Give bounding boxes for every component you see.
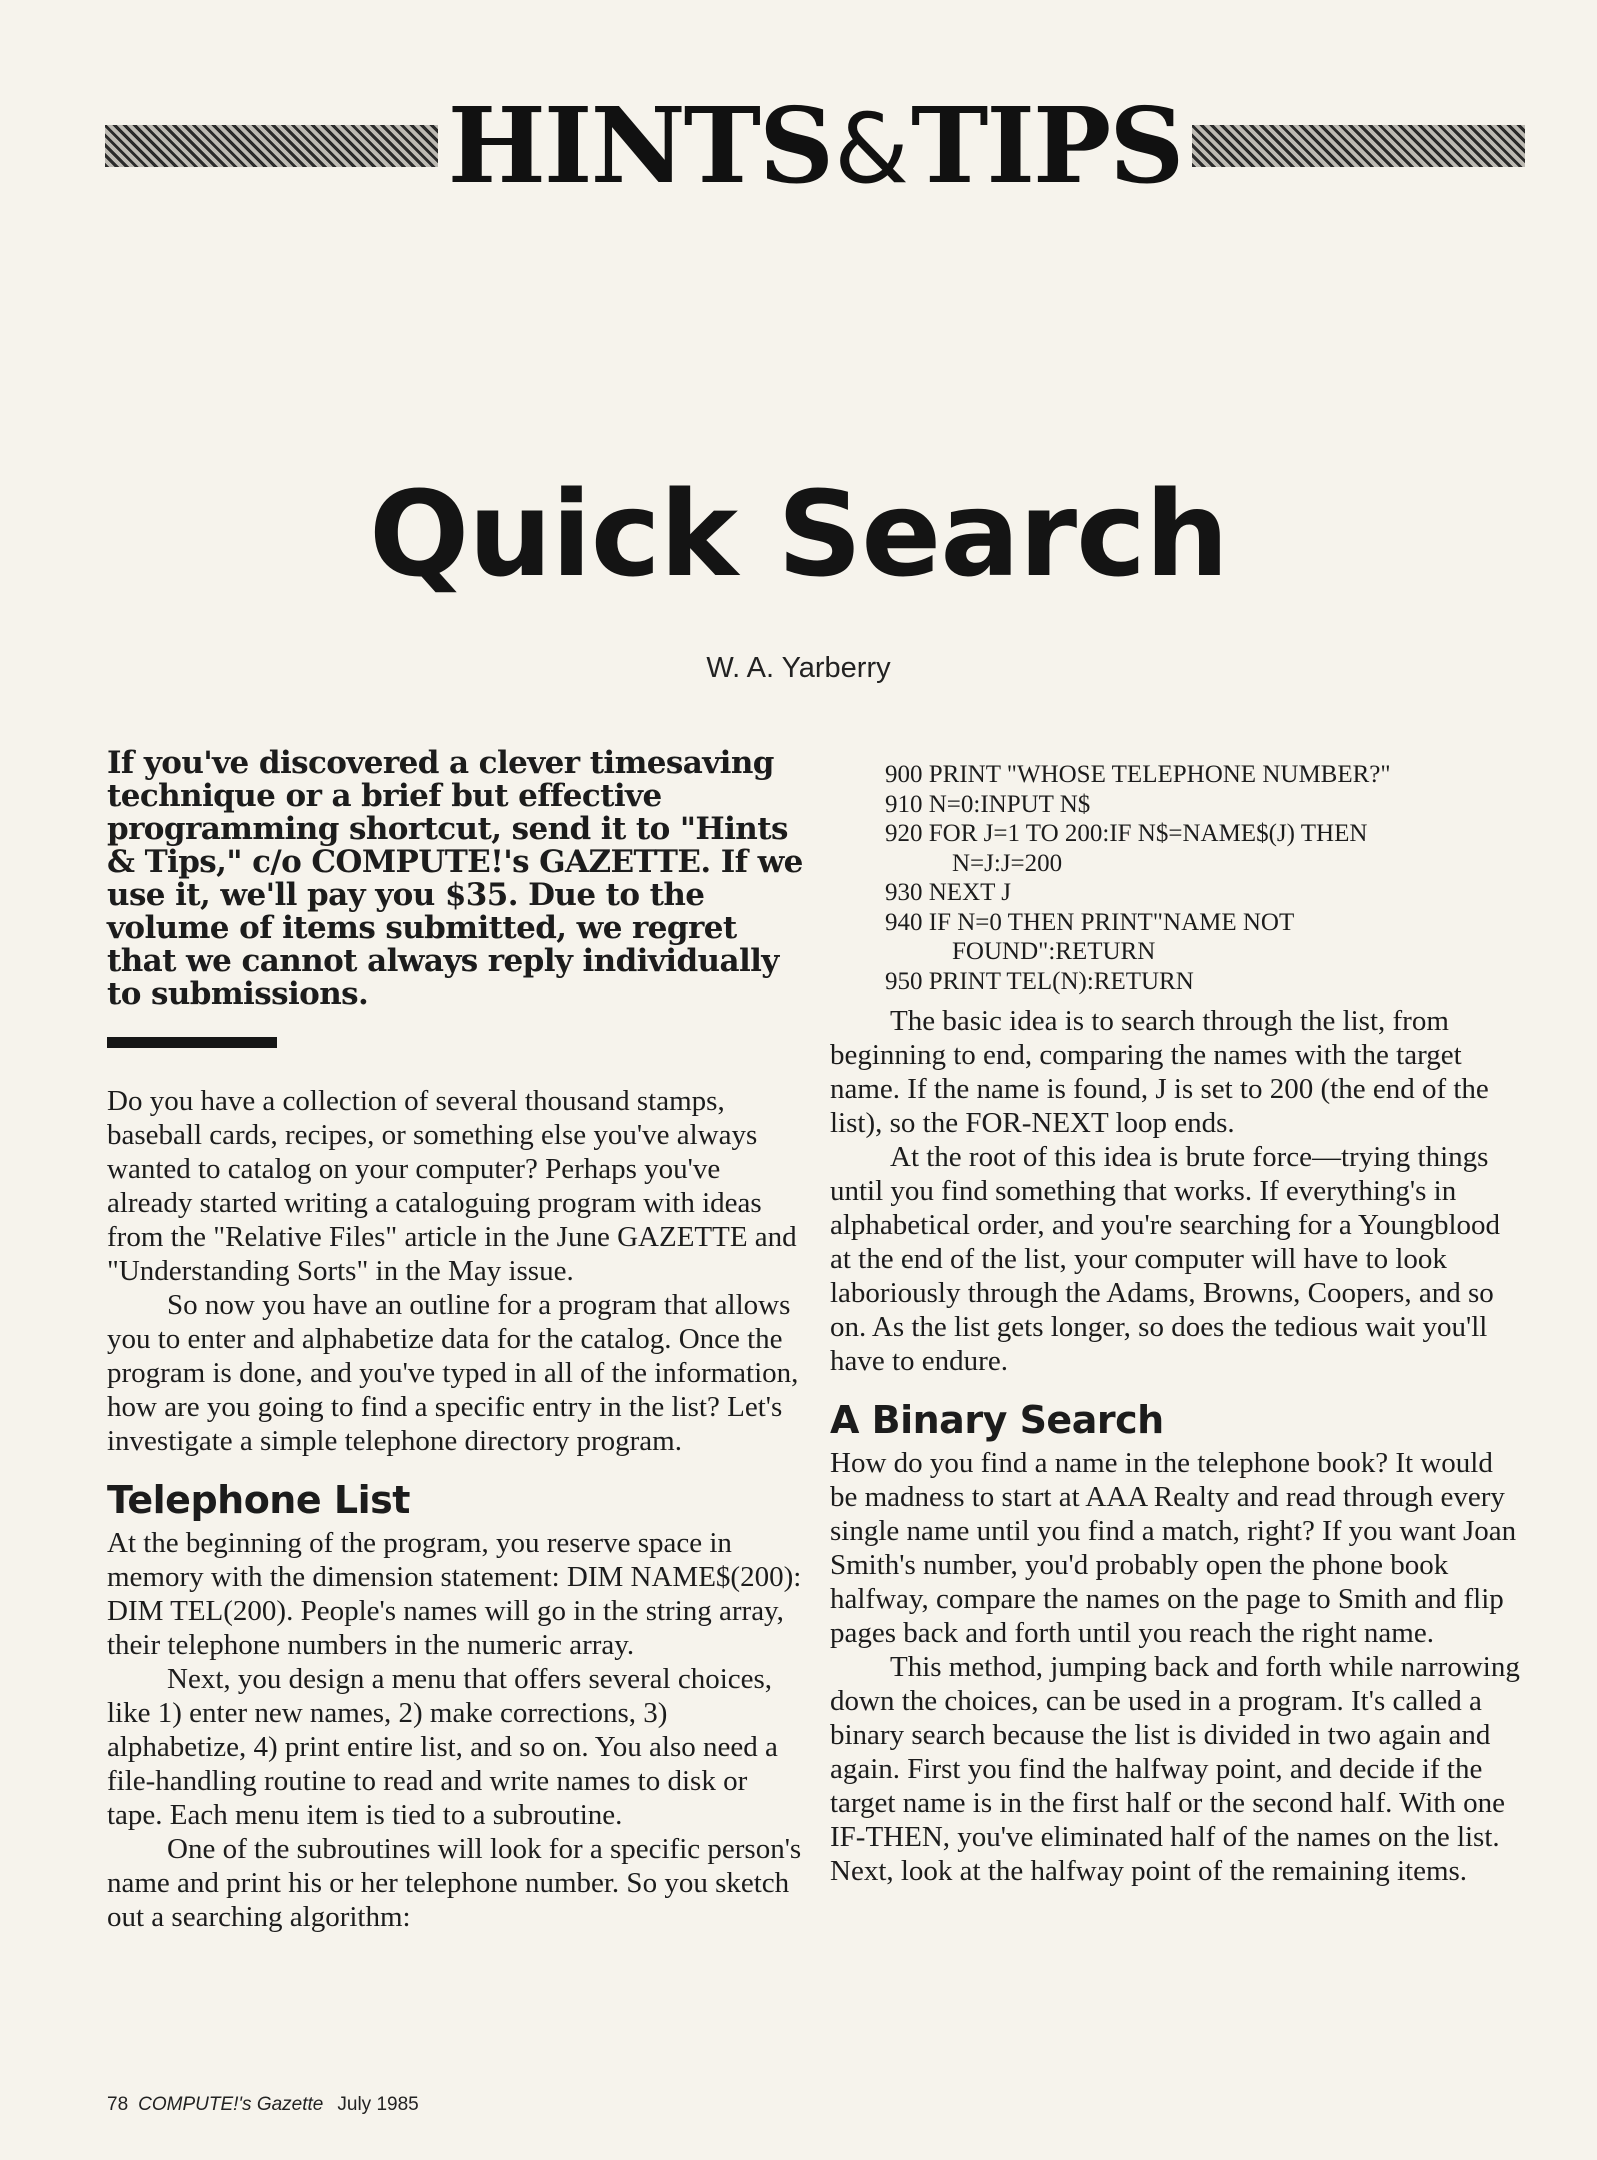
code-line: 920 FOR J=1 TO 200:IF N$=NAME$(J) THEN <box>885 820 1368 847</box>
code-line: 940 IF N=0 THEN PRINT"NAME NOT <box>885 908 1295 936</box>
intro-rule <box>107 1037 277 1048</box>
body-paragraph: So now you have an outline for a program that allows you to enter and alphabetize data for the catalog. Once the program is done, and you've typed in all of the information, how are you going to find a specific entry in the list? Let's investigate a simple telephone directory program. <box>107 1289 799 1457</box>
body-paragraph: At the beginning of the program, you reserve space in memory with the dimension statement: DIM NAME$(200): DIM TEL(200). People's names will go in the string array, their telephone numbers in the numeric array. <box>107 1527 802 1661</box>
section-heading-telephone-list: Telephone List <box>107 1478 410 1522</box>
body-paragraph: Next, you design a menu that offers several choices, like 1) enter new names, 2) make corrections, 3) alphabetize, 4) print entire list, and so on. You also need a file-handling routine to read and write names to disk or tape. Each menu item is tied to a subroutine. <box>107 1663 778 1831</box>
body-paragraph: The basic idea is to search through the list, from beginning to end, comparing the names with the target name. If the name is found, J is set to 200 (the end of the list), so the FOR-NEXT loop ends. <box>830 1005 1489 1139</box>
article-author: W. A. Yarberry <box>706 652 891 684</box>
page-number: 78 <box>107 2094 129 2115</box>
section-banner <box>105 83 1525 207</box>
banner-hatch-left <box>105 125 438 167</box>
issue-date: July 1985 <box>337 2094 419 2115</box>
page-footer <box>107 2094 419 2116</box>
body-paragraph: Do you have a collection of several thousand stamps, baseball cards, recipes, or something else you've always wanted to catalog on your computer? Perhaps you've already started writing a cataloguing program with ideas from the "Relative Files" article in the June GAZETTE and "Understanding Sorts" in the May issue. <box>107 1085 797 1287</box>
article-title: Quick Search <box>368 465 1229 603</box>
body-paragraph: This method, jumping back and forth while narrowing down the choices, can be used in a program. It's called a binary search because the list is divided in two again and again. First you find the halfway point, and decide if the target name is in the first half or the second half. With one IF-THEN, you've eliminated half of the names on the list. Next, look at the halfway point of the remaining items. <box>830 1651 1520 1887</box>
code-line: 910 N=0:INPUT N$ <box>885 790 1091 818</box>
code-line-continuation: N=J:J=200 <box>952 849 1063 877</box>
body-paragraph: At the root of this idea is brute force—trying things until you find something that works. If everything's in alphabetical order, and you're searching for a Youngblood at the end of the list, your computer will have to look laboriously through the Adams, Browns, Coopers, and so on. As the list gets longer, so does the tedious wait you'll have to endure. <box>830 1141 1501 1377</box>
banner-amp: & <box>834 92 909 205</box>
code-line: 950 PRINT TEL(N):RETURN <box>885 967 1194 995</box>
body-paragraph: One of the subroutines will look for a specific person's name and print his or her telephone number. So you sketch out a searching algorithm: <box>107 1833 802 1933</box>
banner-tips: TIPS <box>910 83 1183 207</box>
code-line: 930 NEXT J <box>885 879 1011 906</box>
basic-code-listing <box>885 760 1520 996</box>
banner-hatch-right <box>1192 125 1525 167</box>
magazine-name: COMPUTE!'s Gazette <box>138 2094 324 2115</box>
section-heading-binary-search: A Binary Search <box>830 1398 1164 1442</box>
intro-paragraph: If you've discovered a clever timesaving technique or a brief but effective programming shortcut, send it to "Hints & Tips," c/o COMPUTE!'s GAZETTE. If we use it, we'll pay you $35. Due to the volume of items submitted, we regret that we cannot always reply individually to submissions. <box>107 745 803 1012</box>
right-column <box>830 760 1520 1888</box>
body-paragraph: How do you find a name in the telephone book? It would be madness to start at AAA Realty and read through every single name until you find a match, right? If you want Joan Smith's number, you'd probably open the phone book halfway, compare the names on the page to Smith and flip pages back and forth until you reach the right name. <box>830 1447 1517 1649</box>
banner-hints: HINTS <box>447 83 833 207</box>
banner-title <box>447 83 1183 207</box>
code-line: 900 PRINT "WHOSE TELEPHONE NUMBER?" <box>885 761 1391 788</box>
left-column <box>107 747 807 1934</box>
code-line-continuation: FOUND":RETURN <box>952 938 1156 965</box>
